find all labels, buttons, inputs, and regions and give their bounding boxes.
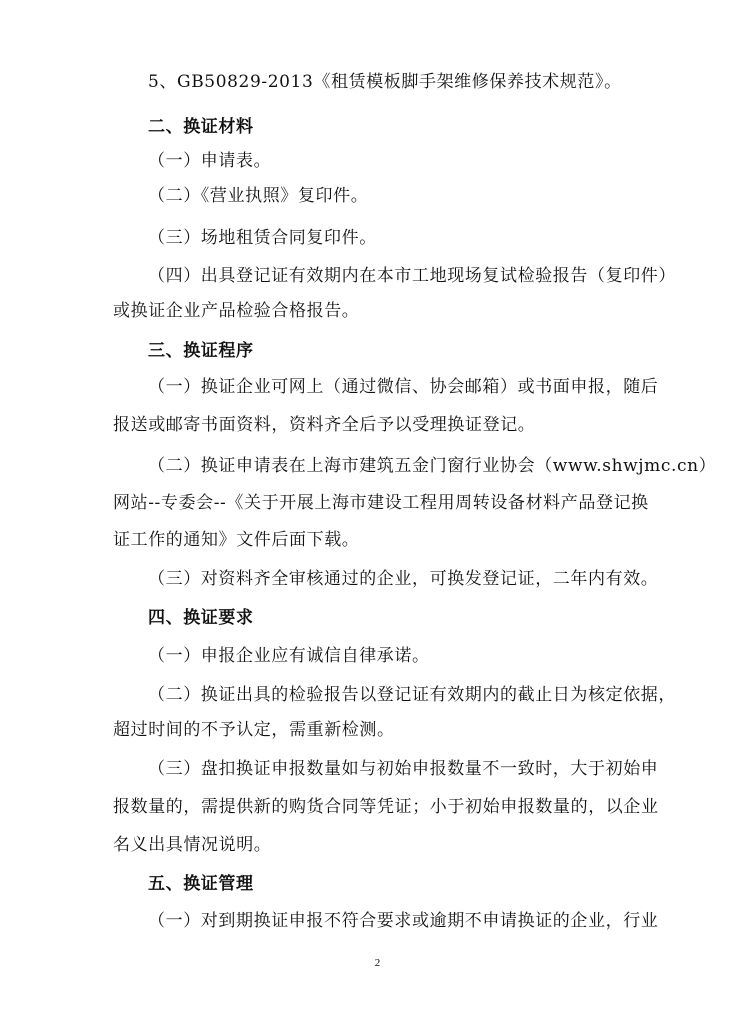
- requirement-item-3-cont: 报数量的，需提供新的购货合同等凭证；小于初始申报数量的，以企业: [113, 797, 659, 817]
- material-item-4: （四）出具登记证有效期内在本市工地现场复试检验报告（复印件）: [148, 266, 676, 286]
- requirement-item-3-cont-2: 名义出具情况说明。: [113, 835, 272, 855]
- requirement-item-3: （三）盘扣换证申报数量如与初始申报数量不一致时，大于初始申: [148, 759, 659, 779]
- material-item-3: （三）场地租赁合同复印件。: [148, 228, 377, 248]
- procedure-item-1-cont: 报送或邮寄书面资料，资料齐全后予以受理换证登记。: [113, 415, 536, 435]
- procedure-item-2-cont-2: 证工作的通知》文件后面下载。: [113, 530, 360, 550]
- procedure-item-2-cont: 网站--专委会--《关于开展上海市建设工程用周转设备材料产品登记换: [113, 493, 649, 513]
- material-item-1: （一）申请表。: [148, 151, 272, 171]
- standard-item-5: 5、GB50829-2013《租赁模板脚手架维修保养技术规范》。: [148, 72, 622, 92]
- procedure-item-2: （二）换证申请表在上海市建筑五金门窗行业协会（www.shwjmc.cn）: [148, 456, 717, 476]
- material-item-2: （二）《营业执照》复印件。: [148, 186, 369, 206]
- page-number: 2: [374, 957, 381, 969]
- management-item-1: （一）对到期换证申报不符合要求或逾期不申请换证的企业，行业: [148, 911, 659, 931]
- material-item-4-cont: 或换证企业产品检验合格报告。: [113, 301, 360, 321]
- requirement-item-1: （一）申报企业应有诚信自律承诺。: [148, 646, 430, 666]
- section-heading-3: 三、换证程序: [148, 341, 254, 361]
- section-heading-5: 五、换证管理: [148, 874, 254, 894]
- requirement-item-2-cont: 超过时间的不予认定，需重新检测。: [113, 720, 395, 740]
- requirement-item-2: （二）换证出具的检验报告以登记证有效期内的截止日为核定依据，: [148, 685, 676, 705]
- procedure-item-1: （一）换证企业可网上（通过微信、协会邮箱）或书面申报，随后: [148, 377, 659, 397]
- section-heading-4: 四、换证要求: [148, 608, 254, 628]
- procedure-item-3: （三）对资料齐全审核通过的企业，可换发登记证，二年内有效。: [148, 569, 659, 589]
- section-heading-2: 二、换证材料: [148, 117, 254, 137]
